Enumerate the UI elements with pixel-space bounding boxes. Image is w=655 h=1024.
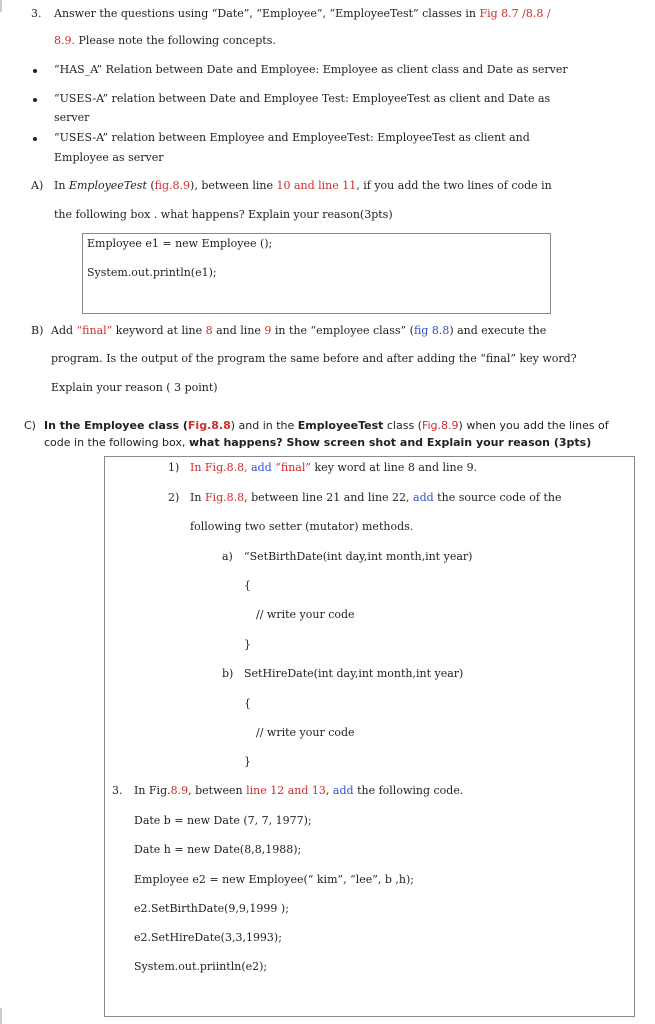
bullet-uses-a-employee-cont: Employee as server — [54, 151, 164, 164]
code-line: Employee e2 = new Employee(“ kim”, “lee”, b ,h); — [134, 873, 415, 886]
sub-b-signature: SetHireDate(int day,int month,int year) — [244, 667, 464, 680]
code-line: e2.SetBirthDate(9,9,1999 ); — [134, 902, 289, 915]
question-3-line1: Answer the questions using “Date”, “Employee”, “EmployeeTest” classes in Fig 8.7 /8.8 / — [54, 7, 551, 20]
item-2-text-cont: following two setter (mutator) methods. — [190, 520, 414, 533]
question-b-label: B) — [31, 324, 44, 337]
open-brace: { — [244, 579, 251, 592]
code-line: Employee e1 = new Employee (); — [87, 237, 273, 250]
bullet-uses-a-date: “USES-A” relation between Date and Employee Test: EmployeeTest as client and Date as — [54, 92, 551, 105]
sub-a-label: a) — [222, 550, 233, 563]
bullet-uses-a-employee: “USES-A” relation between Employee and EmployeeTest: EmployeeTest as client and — [54, 131, 530, 144]
bullet-dot — [33, 98, 37, 102]
sub-b-label: b) — [222, 667, 234, 680]
code-line: Date h = new Date(8,8,1988); — [134, 843, 302, 856]
item-1-text: In Fig.8.8, add “final” key word at line 8 and line 9. — [190, 461, 478, 474]
question-a-label: A) — [31, 179, 44, 192]
item-2-text: In Fig.8.8, between line 21 and line 22, add the source code of the — [190, 491, 562, 504]
item-1-number: 1) — [168, 461, 180, 474]
question-a-line2: the following box . what happens? Explain your reason(3pts) — [54, 208, 393, 221]
question-c-label: C) — [24, 419, 36, 432]
close-brace: } — [244, 638, 251, 651]
open-brace: { — [244, 697, 251, 710]
code-comment: // write your code — [256, 608, 355, 621]
bullet-dot — [33, 69, 37, 73]
left-edge-mark — [0, 1008, 2, 1024]
code-line: System.out.priintln(e2); — [134, 960, 268, 973]
code-line: System.out.println(e1); — [87, 266, 217, 279]
question-b-line2: program. Is the output of the program the same before and after adding the “final” key word? — [51, 352, 577, 365]
item-2-number: 2) — [168, 491, 180, 504]
question-a-line1: In EmployeeTest (fig.8.9), between line 10 and line 11, if you add the two lines of code in — [54, 179, 552, 192]
code-comment: // write your code — [256, 726, 355, 739]
code-line: e2.SetHireDate(3,3,1993); — [134, 931, 282, 944]
bullet-dot — [33, 137, 37, 141]
item-3-text: In Fig.8.9, between line 12 and 13, add the following code. — [134, 784, 464, 797]
bullet-has-a: “HAS_A” Relation between Date and Employee: Employee as client class and Date as server — [54, 63, 568, 76]
question-b-line1: Add “final” keyword at line 8 and line 9 in the “employee class” (fig 8.8) and execute the — [51, 324, 547, 337]
question-number: 3. — [31, 7, 42, 20]
item-3-number: 3. — [112, 784, 123, 797]
sub-a-signature: “SetBirthDate(int day,int month,int year) — [244, 550, 473, 563]
question-b-line3: Explain your reason ( 3 point) — [51, 381, 218, 394]
left-edge-mark — [0, 0, 2, 12]
close-brace: } — [244, 755, 251, 768]
bullet-uses-a-date-cont: server — [54, 111, 90, 124]
code-line: Date b = new Date (7, 7, 1977); — [134, 814, 312, 827]
question-c-line1: In the Employee class (Fig.8.8) and in the EmployeeTest class (Fig.8.9) when you add the lines of — [44, 419, 609, 432]
question-c-line2: code in the following box, what happens? Show screen shot and Explain your reason (3pts) — [44, 436, 592, 449]
question-3-line2: 8.9. Please note the following concepts. — [54, 34, 276, 47]
